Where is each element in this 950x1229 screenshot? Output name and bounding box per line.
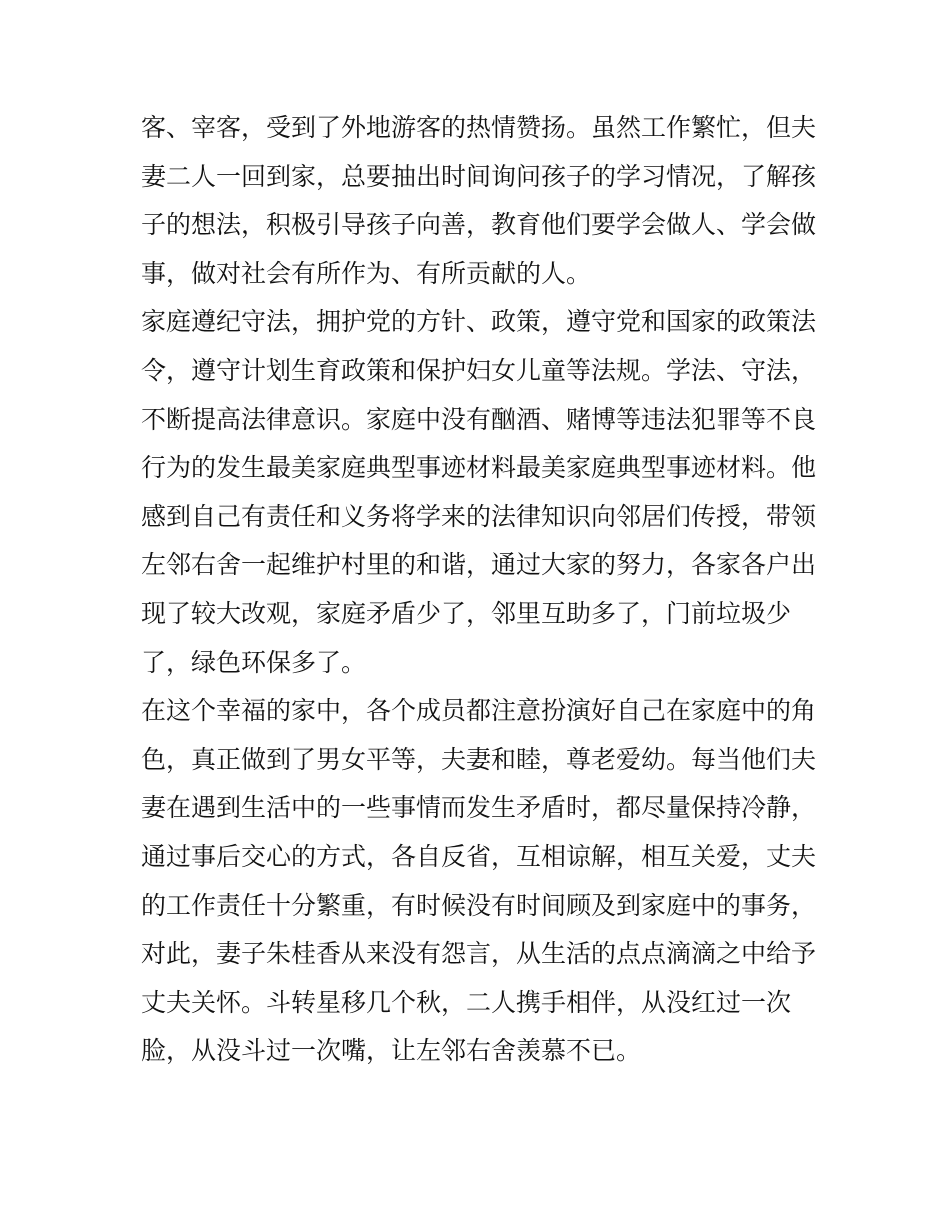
text-line: 家庭遵纪守法，拥护党的方针、政策，遵守党和国家的政策法 [141, 307, 817, 337]
text-line: 子的想法，积极引导孩子向善，教育他们要学会做人、学会做 [141, 210, 817, 240]
text-line: 妻在遇到生活中的一些事情而发生矛盾时，都尽量保持冷静， [141, 793, 817, 823]
text-line: 丈夫关怀。斗转星移几个秋，二人携手相伴，从没红过一次 [141, 987, 792, 1017]
text-line: 左邻右舍一起维护村里的和谐，通过大家的努力，各家各户出 [141, 550, 817, 580]
text-line: 不断提高法律意识。家庭中没有酗酒、赌博等违法犯罪等不良 [141, 404, 817, 434]
text-line: 的工作责任十分繁重，有时候没有时间顾及到家庭中的事务， [141, 890, 817, 920]
text-line: 通过事后交心的方式，各自反省，互相谅解，相互关爱，丈夫 [141, 841, 817, 871]
text-line: 脸，从没斗过一次嘴，让左邻右舍羡慕不已。 [141, 1036, 642, 1066]
text-line: 感到自己有责任和义务将学来的法律知识向邻居们传授，带领 [141, 501, 817, 531]
text-line: 了，绿色环保多了。 [141, 647, 367, 677]
text-line: 行为的发生最美家庭典型事迹材料最美家庭典型事迹材料。他 [141, 453, 817, 483]
body-text [141, 104, 841, 1076]
text-line: 事，做对社会有所作为、有所贡献的人。 [141, 258, 592, 288]
text-line: 在这个幸福的家中，各个成员都注意扮演好自己在家庭中的角 [141, 696, 817, 726]
text-line: 色，真正做到了男女平等，夫妻和睦，尊老爱幼。每当他们夫 [141, 744, 817, 774]
text-line: 客、宰客，受到了外地游客的热情赞扬。虽然工作繁忙，但夫 [141, 113, 817, 142]
text-line: 妻二人一回到家，总要抽出时间询问孩子的学习情况，了解孩 [141, 161, 817, 191]
text-line: 令，遵守计划生育政策和保护妇女儿童等法规。学法、守法， [141, 355, 817, 385]
text-line: 对此，妻子朱桂香从来没有怨言，从生活的点点滴滴之中给予 [141, 939, 817, 969]
text-line: 现了较大改观，家庭矛盾少了，邻里互助多了，门前垃圾少 [141, 598, 792, 628]
